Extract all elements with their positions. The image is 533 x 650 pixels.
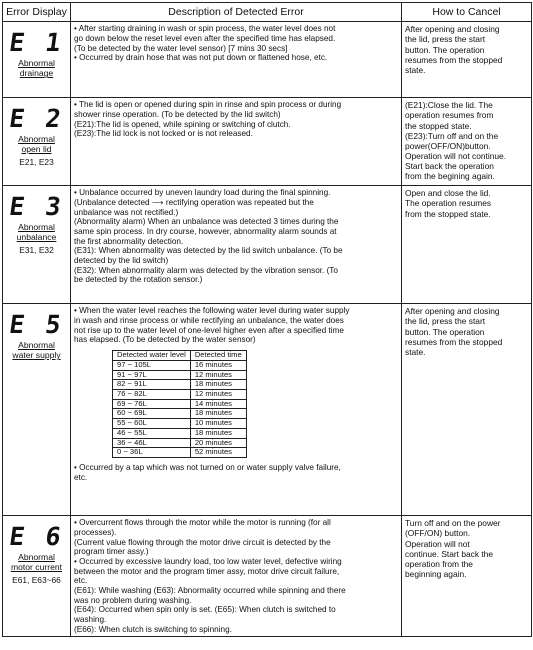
- cancel-line: button. The operation: [405, 44, 485, 55]
- error-row: [3, 98, 532, 186]
- bullet-item: [74, 518, 398, 557]
- description-line: • Occurred by a tap which was not turned on or water supply valve failure,: [74, 462, 341, 472]
- description-line: • When the water level reaches the following water level during water supply: [74, 306, 350, 316]
- cancel-line: button. The operation: [405, 326, 485, 337]
- cancel-line: The operation resumes: [405, 198, 492, 209]
- description-line: was no problem during washing.: [74, 595, 192, 605]
- segment-error-code: E 6: [7, 522, 66, 552]
- description-line: • The lid is open or opened during spin in rinse and spin process or during: [74, 100, 342, 110]
- description-cell: [71, 304, 402, 516]
- cancel-line: (OFF/ON) button.: [405, 528, 471, 539]
- description-line: (E21):The lid is opened, while spining or switching of clutch.: [74, 119, 291, 129]
- time-table-cell: 14 minutes: [190, 399, 246, 409]
- description-line: has elapsed. (To be detected by the water sensor): [74, 335, 256, 345]
- how-to-cancel-cell: [402, 516, 532, 637]
- description-cell: [71, 98, 402, 186]
- description-line: • Occurred by drain hose that was not put down or flattened hose, etc.: [74, 53, 328, 63]
- description-line: shower rinse operation. (To be detected by the lid switch): [74, 110, 281, 120]
- error-code-sheet: [2, 2, 531, 648]
- time-table-cell: 18 minutes: [190, 409, 246, 419]
- water-level-time-table: [112, 350, 247, 458]
- error-table: [2, 2, 532, 637]
- description-line: etc.: [74, 576, 88, 586]
- how-to-cancel-cell: [402, 22, 532, 98]
- description-line: (E66): When clutch is switching to spinning.: [74, 624, 232, 634]
- error-label-line: open lid: [21, 144, 52, 155]
- bullet-item: [74, 53, 398, 63]
- cancel-line: state.: [405, 346, 426, 357]
- time-table-cell: 20 minutes: [190, 438, 246, 448]
- time-table-cell: 0 ~ 36L: [113, 448, 191, 458]
- bullet-list: [74, 306, 398, 345]
- time-table-cell: 10 minutes: [190, 419, 246, 429]
- cancel-line: power(OFF/ON)button.: [405, 140, 491, 151]
- cancel-line: beginning again.: [405, 568, 467, 579]
- bullet-item: [74, 463, 398, 482]
- error-display-cell: [3, 186, 71, 304]
- error-label: [6, 341, 67, 361]
- error-display-cell: [3, 304, 71, 516]
- time-table-row: [113, 360, 247, 370]
- error-display-cell: [3, 22, 71, 98]
- time-table-header: Detected water level: [113, 351, 191, 361]
- error-display-cell: [3, 516, 71, 637]
- time-table-row: [113, 380, 247, 390]
- time-table-row: [113, 448, 247, 458]
- error-subcodes: E61, E63~66: [12, 575, 61, 586]
- cancel-line: the lid, press the start: [405, 316, 486, 327]
- cancel-line: Turn off and on the power: [405, 518, 501, 529]
- time-table-cell: 97 ~ 105L: [113, 360, 191, 370]
- time-table-row: [113, 419, 247, 429]
- cancel-line: from the begining again.: [405, 170, 495, 181]
- segment-error-code: E 2: [7, 104, 66, 134]
- error-label-line: motor current: [10, 562, 63, 573]
- description-line: (To be detected by the water level sensor) [7 mins 30 secs]: [74, 43, 288, 53]
- error-label-line: Abnormal: [18, 222, 55, 233]
- bullet-item: [74, 188, 398, 285]
- error-label: [6, 223, 67, 243]
- time-table-header: Detected time: [190, 351, 246, 361]
- description-line: • Unbalance occurred by uneven laundry load during the final spinning.: [74, 188, 331, 198]
- description-line: detected by the lid switch): [74, 256, 169, 266]
- error-label-line: drainage: [19, 68, 54, 79]
- cancel-line: the stopped state.: [405, 120, 472, 131]
- time-table-cell: 16 minutes: [190, 360, 246, 370]
- time-table-cell: 36 ~ 46L: [113, 438, 191, 448]
- error-label-line: Abnormal: [18, 58, 55, 69]
- cancel-line: continue. Start back the: [405, 548, 493, 559]
- description-line: (E61): While washing (E63): Abnormality occurred while spinning and there: [74, 586, 346, 596]
- description-line: (Current value flowing through the motor drive circuit is detected by the: [74, 537, 331, 547]
- error-row: [3, 186, 532, 304]
- time-table-cell: 82 ~ 91L: [113, 380, 191, 390]
- error-label-line: Abnormal: [18, 134, 55, 145]
- error-row: [3, 304, 532, 516]
- cancel-line: state.: [405, 64, 426, 75]
- header-description: Description of Detected Error: [71, 3, 402, 22]
- description-line: go down below the reset level even after the specified time has elapsed.: [74, 34, 336, 44]
- error-row: [3, 516, 532, 637]
- bullet-list: [74, 100, 398, 139]
- cancel-line: operation resumes from: [405, 110, 494, 121]
- description-line: • Occurred by excessive laundry load, too low water level, defective wiring: [74, 557, 342, 567]
- how-to-cancel-cell: [402, 186, 532, 304]
- description-line: (E23):The lid lock is not locked or is not released.: [74, 129, 253, 139]
- segment-error-code: E 5: [7, 310, 66, 340]
- bullet-item: [74, 24, 398, 53]
- time-table-cell: 12 minutes: [190, 370, 246, 380]
- description-line: (E32): When abnormality alarm was detected by the vibration sensor. (To: [74, 265, 338, 275]
- description-line: etc.: [74, 472, 88, 482]
- cancel-line: (E23):Turn off and on the: [405, 130, 499, 141]
- time-table-row: [113, 389, 247, 399]
- time-table-cell: 91 ~ 97L: [113, 370, 191, 380]
- error-label-line: Abnormal: [18, 340, 55, 351]
- bullet-item: [74, 100, 398, 139]
- cancel-line: After opening and closing: [405, 24, 500, 35]
- description-line: processes).: [74, 528, 117, 538]
- cancel-line: After opening and closing: [405, 306, 500, 317]
- description-cell: [71, 186, 402, 304]
- time-table-header-row: [113, 351, 247, 361]
- cancel-line: resumes from the stopped: [405, 54, 503, 65]
- bullet-list: [74, 518, 398, 634]
- cancel-line: (E21):Close the lid. The: [405, 100, 493, 111]
- time-table-cell: 69 ~ 76L: [113, 399, 191, 409]
- description-line: between the motor and the program timer assy, motor drive circuit failure,: [74, 566, 340, 576]
- cancel-line: operation from the: [405, 558, 473, 569]
- description-line: in wash and rinse process or while rectifying an unbalance, the water does: [74, 316, 344, 326]
- error-label-line: Abnormal: [18, 552, 55, 563]
- description-line: not rise up to the water level of one-level higher even after a specified time: [74, 325, 344, 335]
- description-line: the first abnormality detection.: [74, 236, 184, 246]
- time-table-cell: 12 minutes: [190, 389, 246, 399]
- time-table-cell: 46 ~ 55L: [113, 428, 191, 438]
- error-subcodes: E21, E23: [19, 157, 54, 168]
- header-how-to-cancel: How to Cancel: [402, 3, 532, 22]
- description-line: (Unbalance detected ⟶ rectifying operation was repeated but the: [74, 198, 314, 208]
- description-line: unbalance was not rectified.): [74, 207, 179, 217]
- time-table-cell: 76 ~ 82L: [113, 389, 191, 399]
- bullet-item: [74, 306, 398, 345]
- description-line: program timer assy.): [74, 547, 149, 557]
- description-line: (E31): When abnormality was detected by the lid switch unbalance. (To be: [74, 246, 343, 256]
- description-line: washing.: [74, 615, 107, 625]
- description-line: be detected by the rotation sensor.): [74, 275, 203, 285]
- cancel-line: Operation will not continue.: [405, 150, 507, 161]
- time-table-cell: 52 minutes: [190, 448, 246, 458]
- error-subcodes: E31, E32: [19, 245, 54, 256]
- time-table-row: [113, 428, 247, 438]
- error-label-line: water supply: [12, 350, 61, 361]
- segment-error-code: E 1: [7, 28, 66, 58]
- time-table-cell: 18 minutes: [190, 428, 246, 438]
- error-display-cell: [3, 98, 71, 186]
- error-label-line: unbalance: [16, 232, 57, 243]
- error-label: [6, 553, 67, 573]
- description-cell: [71, 516, 402, 637]
- description-line: (E64): Occurred when spin only is set. (E65): When clutch is switched to: [74, 605, 336, 615]
- how-to-cancel-cell: [402, 98, 532, 186]
- cancel-line: resumes from the stopped: [405, 336, 503, 347]
- error-label: [6, 135, 67, 155]
- cancel-line: Start back the operation: [405, 160, 494, 171]
- cancel-line: from the stopped state.: [405, 208, 491, 219]
- description-line: same spin process. In dry course, however, abnormality alarm sounds at: [74, 227, 337, 237]
- bullet-item: [74, 557, 398, 634]
- bullet-list: [74, 24, 398, 63]
- description-line: • Overcurrent flows through the motor while the motor is running (for all: [74, 518, 331, 528]
- cancel-line: Open and close the lid.: [405, 188, 491, 199]
- error-label: [6, 59, 67, 79]
- description-line: (Abnormality alarm) When an unbalance was detected 3 times during the: [74, 217, 339, 227]
- cancel-line: the lid, press the start: [405, 34, 486, 45]
- bullet-list: [74, 463, 398, 482]
- description-line: • After starting draining in wash or spin process, the water level does not: [74, 24, 336, 34]
- segment-error-code: E 3: [7, 192, 66, 222]
- cancel-line: Operation will not: [405, 538, 470, 549]
- how-to-cancel-cell: [402, 304, 532, 516]
- time-table-cell: 60 ~ 69L: [113, 409, 191, 419]
- header-row: [3, 3, 532, 22]
- description-cell: [71, 22, 402, 98]
- time-table-cell: 18 minutes: [190, 380, 246, 390]
- error-row: [3, 22, 532, 98]
- bullet-list: [74, 188, 398, 285]
- time-table-cell: 55 ~ 60L: [113, 419, 191, 429]
- header-error-display: Error Display: [3, 3, 71, 22]
